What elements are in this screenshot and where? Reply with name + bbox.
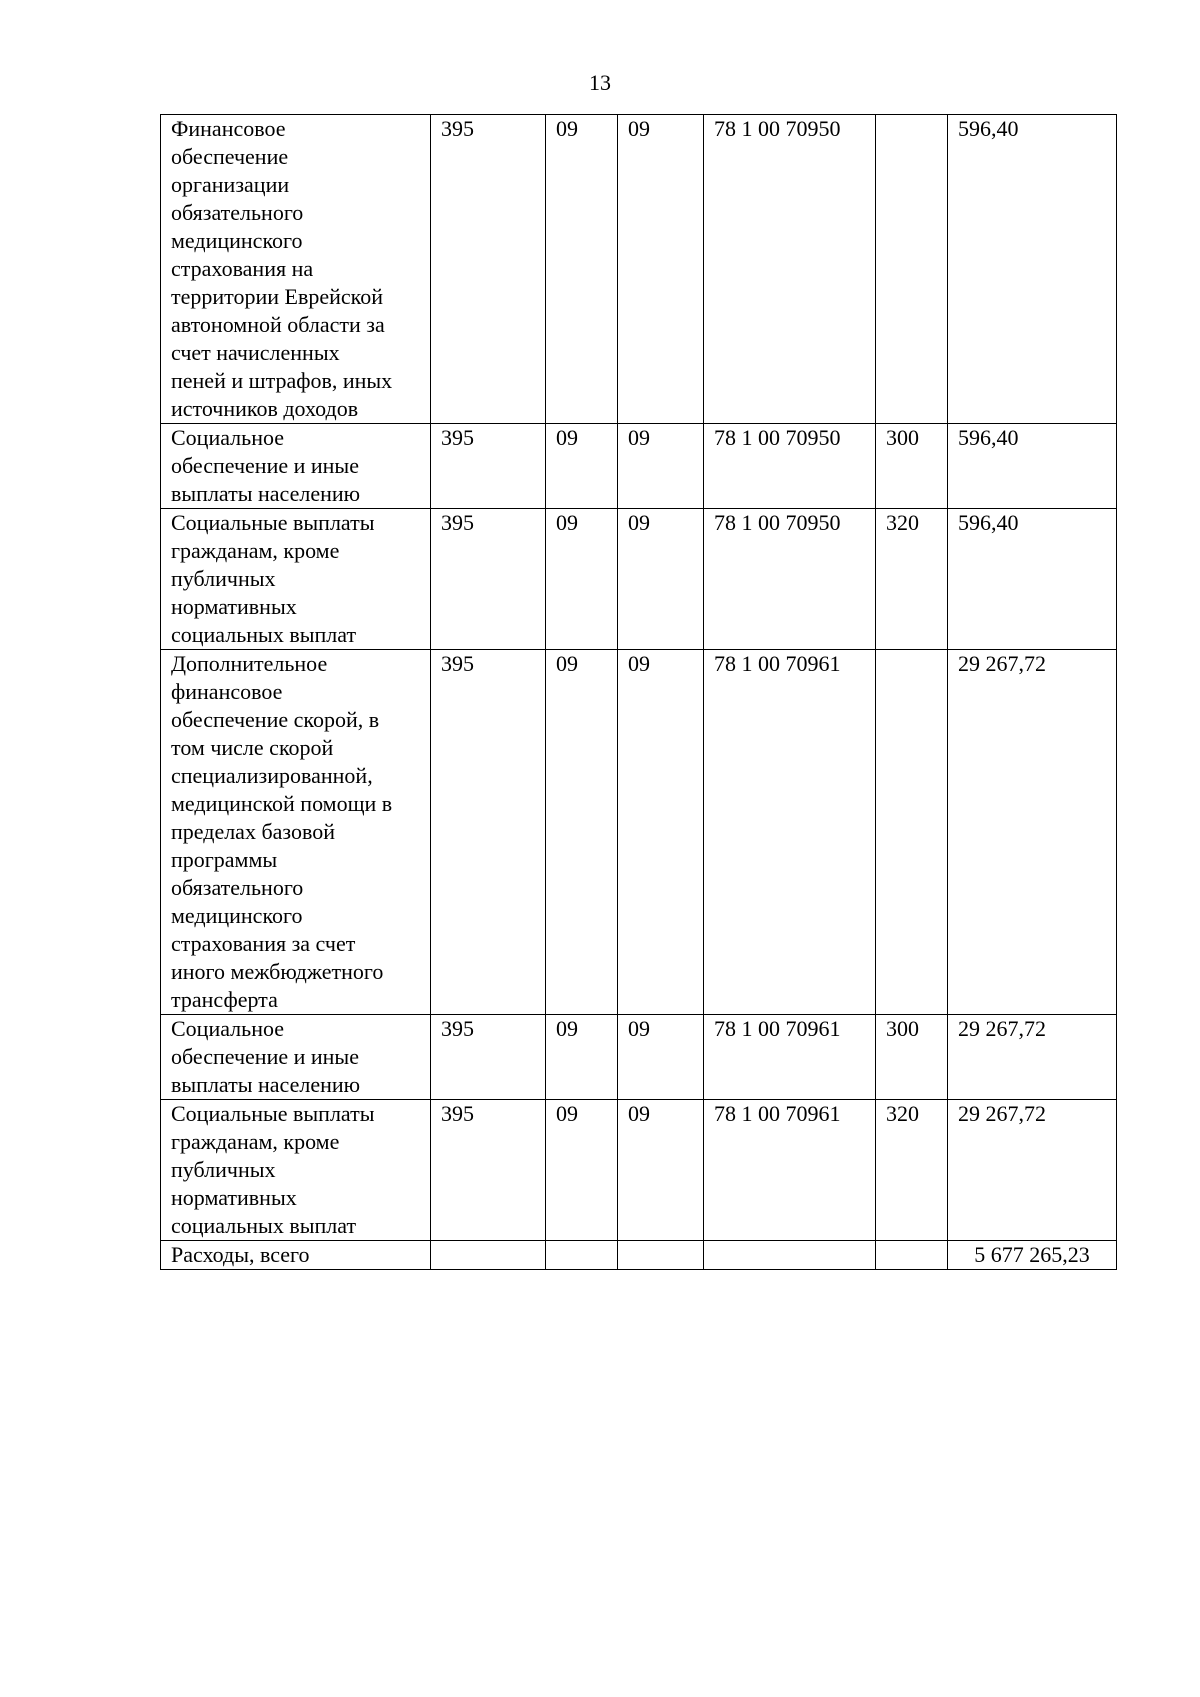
table-row xyxy=(161,509,1117,650)
row-name: Финансовое обеспечение организации обязательного медицинского страхования на территории Еврейской автономной области за счет начисленных пеней и штрафов, иных источников доходов xyxy=(161,115,431,424)
table-row xyxy=(161,115,1117,424)
row-pr: 09 xyxy=(618,424,704,509)
row-sum: 29 267,72 xyxy=(948,1100,1117,1241)
total-row xyxy=(161,1241,1117,1270)
total-empty-cell xyxy=(546,1241,618,1270)
table-row xyxy=(161,1100,1117,1241)
total-empty-cell xyxy=(704,1241,876,1270)
row-pr: 09 xyxy=(618,650,704,1015)
row-gr: 395 xyxy=(431,509,546,650)
row-csr: 78 1 00 70961 xyxy=(704,650,876,1015)
row-sum: 596,40 xyxy=(948,509,1117,650)
total-empty-cell xyxy=(431,1241,546,1270)
row-gr: 395 xyxy=(431,1015,546,1100)
row-vr: 300 xyxy=(876,424,948,509)
row-gr: 395 xyxy=(431,650,546,1015)
row-vr: 320 xyxy=(876,1100,948,1241)
row-csr: 78 1 00 70950 xyxy=(704,509,876,650)
row-pr: 09 xyxy=(618,1015,704,1100)
table-row xyxy=(161,424,1117,509)
expenditure-table xyxy=(160,114,1117,1270)
row-vr: 320 xyxy=(876,509,948,650)
row-sum: 596,40 xyxy=(948,424,1117,509)
total-label: Расходы, всего xyxy=(161,1241,431,1270)
row-rz: 09 xyxy=(546,424,618,509)
row-name: Социальные выплаты гражданам, кроме публичных нормативных социальных выплат xyxy=(161,509,431,650)
row-csr: 78 1 00 70961 xyxy=(704,1015,876,1100)
total-empty-cell xyxy=(876,1241,948,1270)
total-empty-cell xyxy=(618,1241,704,1270)
table-row xyxy=(161,1015,1117,1100)
row-name: Социальное обеспечение и иные выплаты населению xyxy=(161,1015,431,1100)
row-gr: 395 xyxy=(431,1100,546,1241)
row-vr: 300 xyxy=(876,1015,948,1100)
row-rz: 09 xyxy=(546,650,618,1015)
row-vr xyxy=(876,115,948,424)
row-sum: 29 267,72 xyxy=(948,650,1117,1015)
row-rz: 09 xyxy=(546,509,618,650)
row-rz: 09 xyxy=(546,1015,618,1100)
row-vr xyxy=(876,650,948,1015)
row-rz: 09 xyxy=(546,1100,618,1241)
total-sum: 5 677 265,23 xyxy=(948,1241,1117,1270)
row-name: Дополнительное финансовое обеспечение скорой, в том числе скорой специализированной, медицинской помощи в пределах базовой программы обязательного медицинского страхования за счет иного межбюджетного трансферта xyxy=(161,650,431,1015)
row-gr: 395 xyxy=(431,424,546,509)
row-sum: 596,40 xyxy=(948,115,1117,424)
row-csr: 78 1 00 70950 xyxy=(704,424,876,509)
table-row xyxy=(161,650,1117,1015)
row-pr: 09 xyxy=(618,115,704,424)
row-pr: 09 xyxy=(618,1100,704,1241)
page-number: 13 xyxy=(589,70,611,95)
row-csr: 78 1 00 70961 xyxy=(704,1100,876,1241)
row-name: Социальные выплаты гражданам, кроме публичных нормативных социальных выплат xyxy=(161,1100,431,1241)
row-pr: 09 xyxy=(618,509,704,650)
row-sum: 29 267,72 xyxy=(948,1015,1117,1100)
row-rz: 09 xyxy=(546,115,618,424)
row-gr: 395 xyxy=(431,115,546,424)
row-name: Социальное обеспечение и иные выплаты населению xyxy=(161,424,431,509)
row-csr: 78 1 00 70950 xyxy=(704,115,876,424)
